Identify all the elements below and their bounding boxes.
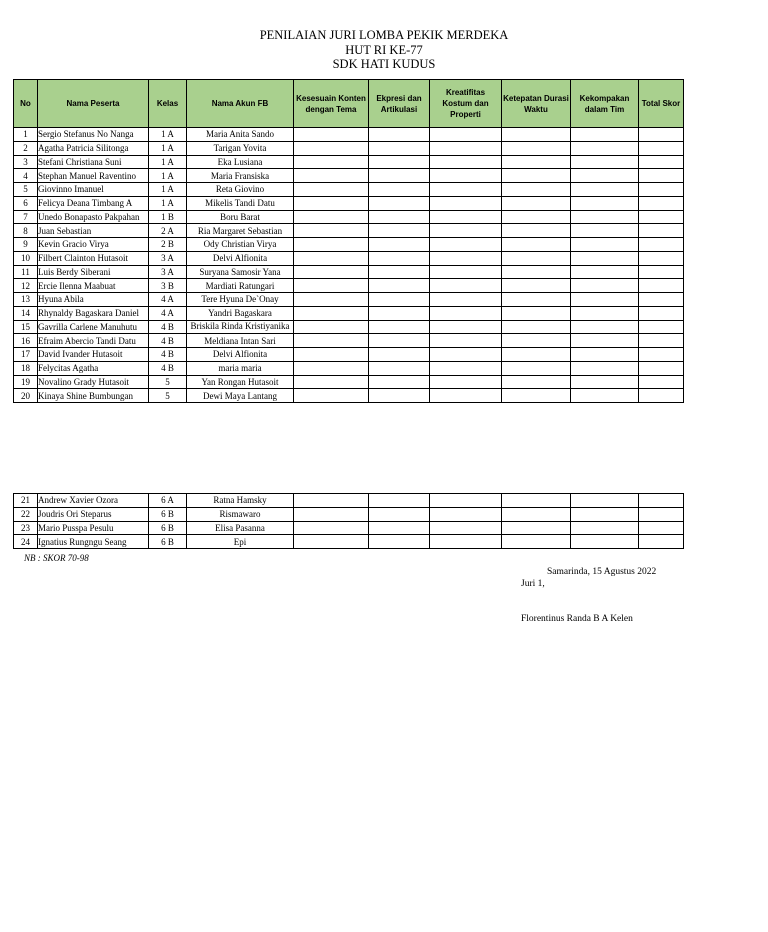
score-ketepatan-cell[interactable]: [502, 494, 571, 508]
participant-name: Filbert Clainton Hutasoit: [38, 251, 149, 265]
class-cell: 3 A: [149, 265, 187, 279]
fb-account-name: Boru Barat: [187, 210, 294, 224]
score-kekompakan-cell[interactable]: [571, 494, 639, 508]
score-ekpresi-cell[interactable]: [369, 196, 430, 210]
score-ekpresi-cell[interactable]: [369, 361, 430, 375]
class-cell: 3 B: [149, 279, 187, 293]
title-line-3: SDK HATI KUDUS: [332, 57, 436, 71]
fb-account-name: Reta Giovino: [187, 183, 294, 197]
score-ekpresi-cell[interactable]: [369, 535, 430, 549]
score-total-cell[interactable]: [639, 320, 684, 334]
score-ketepatan-cell[interactable]: [502, 238, 571, 252]
participant-name: Felicya Deana Timbang A: [38, 196, 149, 210]
fb-account-name: Elisa Pasanna: [187, 521, 294, 535]
score-total-cell[interactable]: [639, 375, 684, 389]
score-ketepatan-cell[interactable]: [502, 169, 571, 183]
class-cell: 6 B: [149, 507, 187, 521]
row-no: 19: [14, 375, 38, 389]
score-kreatifitas-cell[interactable]: [430, 155, 502, 169]
table-row: [14, 535, 684, 549]
score-kreatifitas-cell[interactable]: [430, 334, 502, 348]
score-ketepatan-cell[interactable]: [502, 507, 571, 521]
table-row: [14, 155, 684, 169]
participant-name: Luis Berdy Siberani: [38, 265, 149, 279]
score-kekompakan-cell[interactable]: [571, 521, 639, 535]
score-kesesuaian-cell[interactable]: [294, 521, 369, 535]
score-ketepatan-cell[interactable]: [502, 265, 571, 279]
participant-name: Agatha Patricia Silitonga: [38, 141, 149, 155]
table-row: [14, 348, 684, 362]
row-no: 8: [14, 224, 38, 238]
score-kreatifitas-cell[interactable]: [430, 375, 502, 389]
score-note: NB : SKOR 70-98: [24, 553, 89, 563]
score-ketepatan-cell[interactable]: [502, 196, 571, 210]
class-cell: 6 B: [149, 535, 187, 549]
score-kekompakan-cell[interactable]: [571, 183, 639, 197]
row-no: 15: [14, 320, 38, 334]
score-ekpresi-cell[interactable]: [369, 389, 430, 403]
score-total-cell[interactable]: [639, 306, 684, 320]
score-total-cell[interactable]: [639, 348, 684, 362]
score-kesesuaian-cell[interactable]: [294, 507, 369, 521]
table-row: [14, 238, 684, 252]
table-header-row: [14, 80, 684, 128]
score-ekpresi-cell[interactable]: [369, 265, 430, 279]
score-kekompakan-cell[interactable]: [571, 348, 639, 362]
score-ekpresi-cell[interactable]: [369, 169, 430, 183]
fb-account-name: Epi: [187, 535, 294, 549]
score-kreatifitas-cell[interactable]: [430, 169, 502, 183]
fb-account-name: Briskila Rinda Kristiyanika: [187, 320, 294, 334]
score-kesesuaian-cell[interactable]: [294, 348, 369, 362]
score-ekpresi-cell[interactable]: [369, 348, 430, 362]
row-no: 2: [14, 141, 38, 155]
participant-name: Gavrilla Carlene Manuhutu: [38, 320, 149, 334]
score-ketepatan-cell[interactable]: [502, 251, 571, 265]
participant-name: Kevin Gracio Virya: [38, 238, 149, 252]
score-kreatifitas-cell[interactable]: [430, 251, 502, 265]
score-kreatifitas-cell[interactable]: [430, 361, 502, 375]
score-ketepatan-cell[interactable]: [502, 389, 571, 403]
table-row: [14, 251, 684, 265]
header-kelas: Kelas: [149, 80, 187, 128]
score-ekpresi-cell[interactable]: [369, 210, 430, 224]
row-no: 12: [14, 279, 38, 293]
table-row: [14, 293, 684, 307]
score-ekpresi-cell[interactable]: [369, 494, 430, 508]
fb-account-name: Suryana Samosir Yana: [187, 265, 294, 279]
table-row: [14, 169, 684, 183]
score-kekompakan-cell[interactable]: [571, 196, 639, 210]
score-ekpresi-cell[interactable]: [369, 334, 430, 348]
class-cell: 1 B: [149, 210, 187, 224]
score-kesesuaian-cell[interactable]: [294, 375, 369, 389]
score-kesesuaian-cell[interactable]: [294, 320, 369, 334]
score-kekompakan-cell[interactable]: [571, 128, 639, 142]
class-cell: 2 B: [149, 238, 187, 252]
class-cell: 1 A: [149, 141, 187, 155]
score-ekpresi-cell[interactable]: [369, 155, 430, 169]
score-kreatifitas-cell[interactable]: [430, 183, 502, 197]
score-kekompakan-cell[interactable]: [571, 306, 639, 320]
score-ekpresi-cell[interactable]: [369, 521, 430, 535]
score-ketepatan-cell[interactable]: [502, 183, 571, 197]
score-kesesuaian-cell[interactable]: [294, 169, 369, 183]
row-no: 5: [14, 183, 38, 197]
class-cell: 1 A: [149, 183, 187, 197]
score-total-cell[interactable]: [639, 128, 684, 142]
row-no: 18: [14, 361, 38, 375]
score-ekpresi-cell[interactable]: [369, 293, 430, 307]
score-kesesuaian-cell[interactable]: [294, 306, 369, 320]
row-no: 16: [14, 334, 38, 348]
class-cell: 1 A: [149, 196, 187, 210]
score-ketepatan-cell[interactable]: [502, 293, 571, 307]
participant-name: Unedo Bonapasto Pakpahan: [38, 210, 149, 224]
table-row: [14, 375, 684, 389]
score-total-cell[interactable]: [639, 507, 684, 521]
score-kreatifitas-cell[interactable]: [430, 293, 502, 307]
score-ketepatan-cell[interactable]: [502, 224, 571, 238]
fb-account-name: Mikelis Tandi Datu: [187, 196, 294, 210]
header-kesesuaian: Kesesuain Konten dengan Tema: [294, 80, 369, 128]
score-kekompakan-cell[interactable]: [571, 279, 639, 293]
score-kesesuaian-cell[interactable]: [294, 224, 369, 238]
participant-name: Stefani Christiana Suni: [38, 155, 149, 169]
score-ekpresi-cell[interactable]: [369, 507, 430, 521]
class-cell: 1 A: [149, 169, 187, 183]
class-cell: 5: [149, 389, 187, 403]
score-kreatifitas-cell[interactable]: [430, 348, 502, 362]
score-ketepatan-cell[interactable]: [502, 306, 571, 320]
score-kekompakan-cell[interactable]: [571, 265, 639, 279]
table-row: [14, 224, 684, 238]
class-cell: 1 A: [149, 128, 187, 142]
participant-name: Juan Sebastian: [38, 224, 149, 238]
class-cell: 3 A: [149, 251, 187, 265]
score-kreatifitas-cell[interactable]: [430, 535, 502, 549]
table-body-continued: [14, 494, 684, 549]
table-row: [14, 210, 684, 224]
fb-account-name: Maria Anita Sando: [187, 128, 294, 142]
score-kesesuaian-cell[interactable]: [294, 210, 369, 224]
class-cell: 4 A: [149, 306, 187, 320]
participant-name: Mario Pusspa Pesulu: [38, 521, 149, 535]
participant-name: Felycitas Agatha: [38, 361, 149, 375]
judge-label: Juri 1,: [521, 579, 545, 589]
fb-account-name: Eka Lusiana: [187, 155, 294, 169]
document-title: [0, 28, 768, 72]
score-kesesuaian-cell[interactable]: [294, 389, 369, 403]
fb-account-name: Delvi Alfionita: [187, 251, 294, 265]
score-total-cell[interactable]: [639, 183, 684, 197]
score-total-cell[interactable]: [639, 155, 684, 169]
score-ketepatan-cell[interactable]: [502, 128, 571, 142]
score-kekompakan-cell[interactable]: [571, 320, 639, 334]
score-total-cell[interactable]: [639, 265, 684, 279]
row-no: 22: [14, 507, 38, 521]
fb-account-name: Ria Margaret Sebastian: [187, 224, 294, 238]
score-kreatifitas-cell[interactable]: [430, 224, 502, 238]
table-row: [14, 306, 684, 320]
score-total-cell[interactable]: [639, 210, 684, 224]
score-kesesuaian-cell[interactable]: [294, 293, 369, 307]
score-total-cell[interactable]: [639, 169, 684, 183]
score-kekompakan-cell[interactable]: [571, 155, 639, 169]
score-ekpresi-cell[interactable]: [369, 224, 430, 238]
score-kesesuaian-cell[interactable]: [294, 155, 369, 169]
score-total-cell[interactable]: [639, 141, 684, 155]
header-ketepatan: Ketepatan Durasi Waktu: [502, 80, 571, 128]
score-kesesuaian-cell[interactable]: [294, 494, 369, 508]
score-kreatifitas-cell[interactable]: [430, 210, 502, 224]
score-ekpresi-cell[interactable]: [369, 128, 430, 142]
fb-account-name: Dewi Maya Lantang: [187, 389, 294, 403]
row-no: 23: [14, 521, 38, 535]
row-no: 10: [14, 251, 38, 265]
row-no: 13: [14, 293, 38, 307]
row-no: 7: [14, 210, 38, 224]
participant-name: Stephan Manuel Raventino: [38, 169, 149, 183]
header-total-skor: Total Skor: [639, 80, 684, 128]
fb-account-name: Tere Hyuna De`Onay: [187, 293, 294, 307]
scoring-table-continued: [13, 493, 684, 549]
table-row: [14, 196, 684, 210]
score-kesesuaian-cell[interactable]: [294, 251, 369, 265]
score-kekompakan-cell[interactable]: [571, 169, 639, 183]
score-total-cell[interactable]: [639, 334, 684, 348]
score-kesesuaian-cell[interactable]: [294, 334, 369, 348]
fb-account-name: Yan Rongan Hutasoit: [187, 375, 294, 389]
score-kekompakan-cell[interactable]: [571, 507, 639, 521]
participant-name: Joudris Ori Steparus: [38, 507, 149, 521]
table-row: [14, 320, 684, 334]
table-row: [14, 141, 684, 155]
score-ketepatan-cell[interactable]: [502, 279, 571, 293]
score-kesesuaian-cell[interactable]: [294, 279, 369, 293]
table-row: [14, 507, 684, 521]
score-total-cell[interactable]: [639, 361, 684, 375]
score-ekpresi-cell[interactable]: [369, 375, 430, 389]
row-no: 9: [14, 238, 38, 252]
participant-name: Sergio Stefanus No Nanga: [38, 128, 149, 142]
score-ekpresi-cell[interactable]: [369, 251, 430, 265]
row-no: 17: [14, 348, 38, 362]
class-cell: 2 A: [149, 224, 187, 238]
score-kekompakan-cell[interactable]: [571, 141, 639, 155]
score-kekompakan-cell[interactable]: [571, 251, 639, 265]
score-ekpresi-cell[interactable]: [369, 320, 430, 334]
fb-account-name: Maria Fransiska: [187, 169, 294, 183]
score-kesesuaian-cell[interactable]: [294, 196, 369, 210]
score-ekpresi-cell[interactable]: [369, 279, 430, 293]
participant-name: Giovinno Imanuel: [38, 183, 149, 197]
fb-account-name: Rismawaro: [187, 507, 294, 521]
participant-name: Efraim Abercio Tandi Datu: [38, 334, 149, 348]
score-kesesuaian-cell[interactable]: [294, 265, 369, 279]
score-kreatifitas-cell[interactable]: [430, 521, 502, 535]
participant-name: Hyuna Abila: [38, 293, 149, 307]
row-no: 20: [14, 389, 38, 403]
score-kreatifitas-cell[interactable]: [430, 128, 502, 142]
judge-name: Florentinus Randa B A Kelen: [521, 614, 633, 624]
score-ketepatan-cell[interactable]: [502, 535, 571, 549]
score-kekompakan-cell[interactable]: [571, 361, 639, 375]
header-kreatifitas: Kreatifitas Kostum dan Properti: [430, 80, 502, 128]
fb-account-name: Ody Christian Virya: [187, 238, 294, 252]
score-total-cell[interactable]: [639, 251, 684, 265]
score-kekompakan-cell[interactable]: [571, 224, 639, 238]
score-kekompakan-cell[interactable]: [571, 334, 639, 348]
score-ketepatan-cell[interactable]: [502, 375, 571, 389]
score-kreatifitas-cell[interactable]: [430, 507, 502, 521]
row-no: 3: [14, 155, 38, 169]
participant-name: Rhynaldy Bagaskara Daniel: [38, 306, 149, 320]
place-date: Samarinda, 15 Agustus 2022: [547, 567, 657, 577]
participant-name: Kinaya Shine Bumbungan: [38, 389, 149, 403]
fb-account-name: Delvi Alfionita: [187, 348, 294, 362]
score-kreatifitas-cell[interactable]: [430, 389, 502, 403]
score-ketepatan-cell[interactable]: [502, 155, 571, 169]
score-ketepatan-cell[interactable]: [502, 334, 571, 348]
score-total-cell[interactable]: [639, 494, 684, 508]
score-total-cell[interactable]: [639, 238, 684, 252]
title-line-1: PENILAIAN JURI LOMBA PEKIK MERDEKA: [259, 28, 509, 42]
score-kreatifitas-cell[interactable]: [430, 494, 502, 508]
score-kekompakan-cell[interactable]: [571, 293, 639, 307]
header-no: No: [14, 80, 38, 128]
score-kreatifitas-cell[interactable]: [430, 238, 502, 252]
class-cell: 4 B: [149, 361, 187, 375]
score-kesesuaian-cell[interactable]: [294, 141, 369, 155]
score-kreatifitas-cell[interactable]: [430, 320, 502, 334]
participant-name: Novalino Grady Hutasoit: [38, 375, 149, 389]
header-nama-akun-fb: Nama Akun FB: [187, 80, 294, 128]
score-kekompakan-cell[interactable]: [571, 238, 639, 252]
class-cell: 4 B: [149, 348, 187, 362]
row-no: 21: [14, 494, 38, 508]
table-row: [14, 521, 684, 535]
class-cell: 6 B: [149, 521, 187, 535]
table-row: [14, 279, 684, 293]
table-row: [14, 265, 684, 279]
header-ekpresi: Ekpresi dan Artikulasi: [369, 80, 430, 128]
fb-account-name: Ratna Hamsky: [187, 494, 294, 508]
score-total-cell[interactable]: [639, 293, 684, 307]
table-row: [14, 389, 684, 403]
participant-name: David Ivander Hutasoit: [38, 348, 149, 362]
score-ketepatan-cell[interactable]: [502, 361, 571, 375]
class-cell: 4 B: [149, 334, 187, 348]
score-ketepatan-cell[interactable]: [502, 348, 571, 362]
score-ekpresi-cell[interactable]: [369, 306, 430, 320]
score-kekompakan-cell[interactable]: [571, 375, 639, 389]
score-kesesuaian-cell[interactable]: [294, 238, 369, 252]
score-ketepatan-cell[interactable]: [502, 521, 571, 535]
class-cell: 4 B: [149, 320, 187, 334]
score-ekpresi-cell[interactable]: [369, 238, 430, 252]
scoring-table: [13, 79, 684, 403]
fb-account-name: Tarigan Yovita: [187, 141, 294, 155]
score-total-cell[interactable]: [639, 279, 684, 293]
fb-account-name: Mardiati Ratungari: [187, 279, 294, 293]
fb-account-name: maria maria: [187, 361, 294, 375]
score-kreatifitas-cell[interactable]: [430, 265, 502, 279]
row-no: 11: [14, 265, 38, 279]
table-row: [14, 183, 684, 197]
score-kreatifitas-cell[interactable]: [430, 279, 502, 293]
score-ekpresi-cell[interactable]: [369, 141, 430, 155]
score-kesesuaian-cell[interactable]: [294, 535, 369, 549]
class-cell: 6 A: [149, 494, 187, 508]
title-line-2: HUT RI KE-77: [345, 42, 423, 57]
score-kreatifitas-cell[interactable]: [430, 196, 502, 210]
participant-name: Ignatius Rungngu Seang: [38, 535, 149, 549]
table-row: [14, 334, 684, 348]
score-kekompakan-cell[interactable]: [571, 389, 639, 403]
class-cell: 1 A: [149, 155, 187, 169]
header-kekompakan: Kekompakan dalam Tim: [571, 80, 639, 128]
class-cell: 5: [149, 375, 187, 389]
score-total-cell[interactable]: [639, 196, 684, 210]
score-kreatifitas-cell[interactable]: [430, 141, 502, 155]
score-kekompakan-cell[interactable]: [571, 535, 639, 549]
fb-account-name: Meldiana Intan Sari: [187, 334, 294, 348]
class-cell: 4 A: [149, 293, 187, 307]
score-ketepatan-cell[interactable]: [502, 320, 571, 334]
table-body: [14, 128, 684, 403]
row-no: 6: [14, 196, 38, 210]
fb-account-name: Yandri Bagaskara: [187, 306, 294, 320]
score-kesesuaian-cell[interactable]: [294, 128, 369, 142]
score-ketepatan-cell[interactable]: [502, 210, 571, 224]
table-row: [14, 128, 684, 142]
row-no: 24: [14, 535, 38, 549]
score-ketepatan-cell[interactable]: [502, 141, 571, 155]
score-total-cell[interactable]: [639, 224, 684, 238]
participant-name: Ercie Ilenna Maabuat: [38, 279, 149, 293]
score-kreatifitas-cell[interactable]: [430, 306, 502, 320]
score-kesesuaian-cell[interactable]: [294, 361, 369, 375]
table-row: [14, 494, 684, 508]
score-kekompakan-cell[interactable]: [571, 210, 639, 224]
score-ekpresi-cell[interactable]: [369, 183, 430, 197]
row-no: 1: [14, 128, 38, 142]
table-row: [14, 361, 684, 375]
participant-name: Andrew Xavier Ozora: [38, 494, 149, 508]
score-total-cell[interactable]: [639, 389, 684, 403]
score-kesesuaian-cell[interactable]: [294, 183, 369, 197]
header-nama-peserta: Nama Peserta: [38, 80, 149, 128]
row-no: 14: [14, 306, 38, 320]
score-total-cell[interactable]: [639, 521, 684, 535]
score-total-cell[interactable]: [639, 535, 684, 549]
row-no: 4: [14, 169, 38, 183]
